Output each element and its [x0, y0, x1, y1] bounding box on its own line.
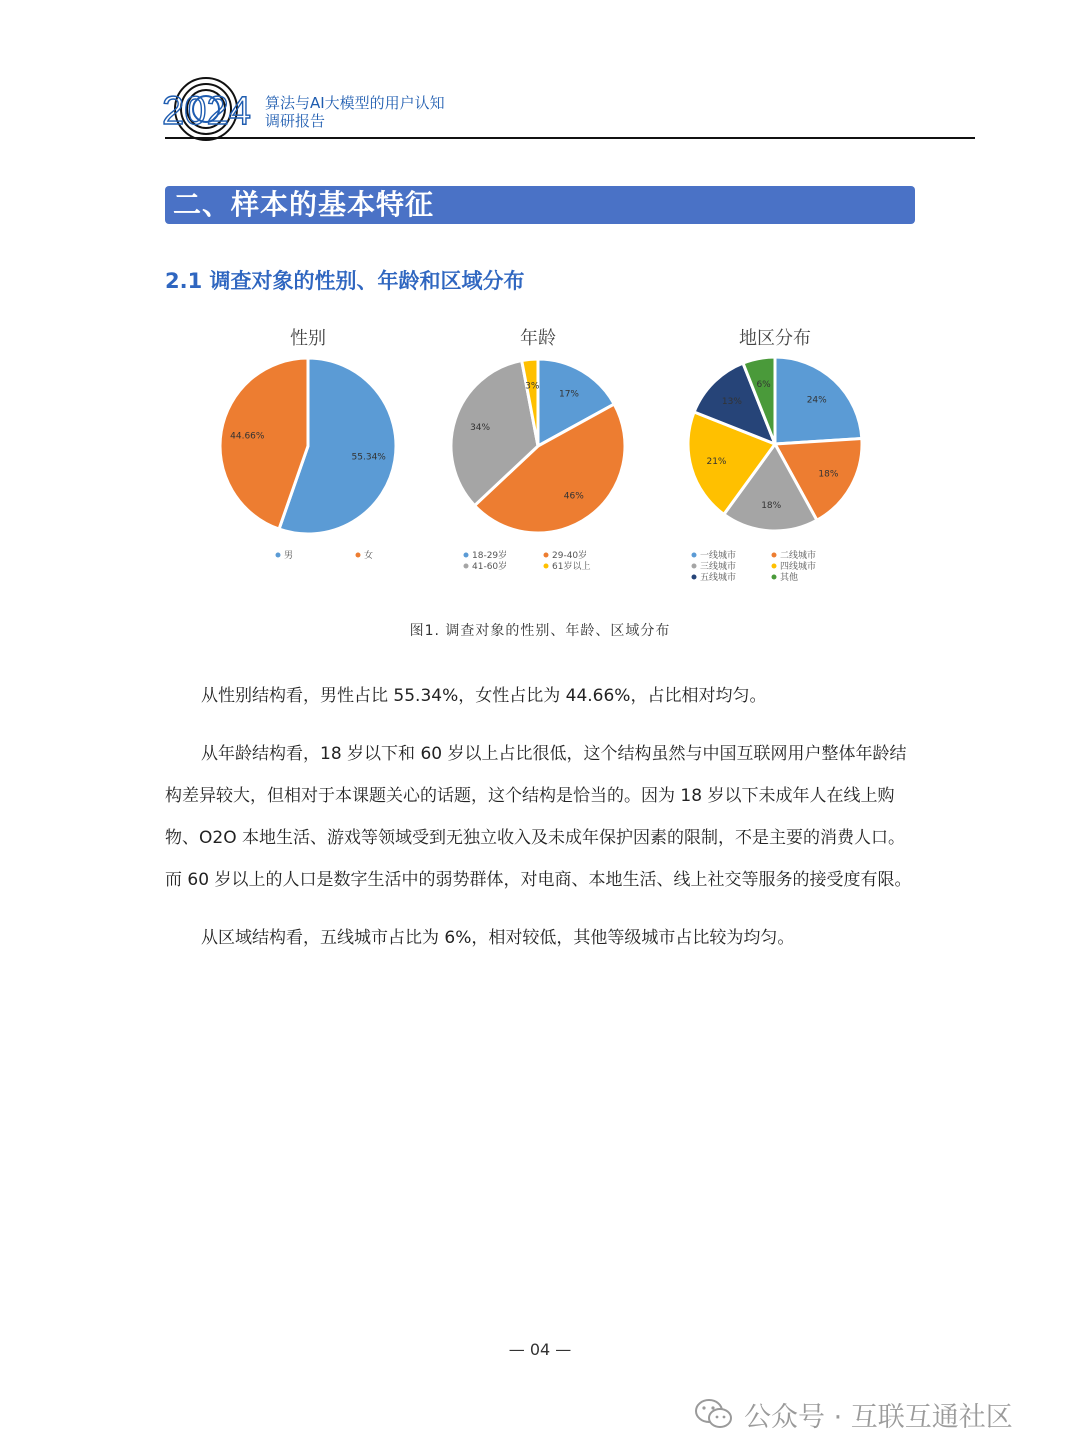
charts-figure — [218, 322, 864, 594]
legend-label-3-3: 三线城市 — [700, 562, 737, 572]
pie-data-label-3-6: 6% — [756, 380, 771, 391]
pie-data-label-3-5: 13% — [721, 396, 742, 407]
paragraph-region — [165, 917, 917, 959]
wechat-watermark — [694, 1392, 1013, 1436]
legend-marker-2-3 — [464, 564, 469, 569]
legend-marker-2-2 — [544, 553, 549, 558]
pie-data-label-2-2: 46% — [563, 491, 584, 502]
pie-chart-2 — [451, 327, 625, 572]
legend-marker-3-1 — [692, 553, 697, 558]
report-title-line2: 调研报告 — [265, 112, 326, 130]
pie-charts — [218, 322, 864, 594]
watermark-text: 公众号 · 互联互通社区 — [744, 1401, 1013, 1433]
pie-data-label-3-3: 18% — [761, 500, 782, 511]
paragraph-gender-text: 从性别结构看，男性占比 55.34%，女性占比为 44.66%，占比相对均匀。 — [201, 686, 767, 706]
legend-label-3-6: 其他 — [780, 573, 799, 583]
legend-label-1-2: 女 — [364, 551, 374, 561]
paragraph-age — [165, 733, 917, 901]
legend-marker-2-1 — [464, 553, 469, 558]
legend-marker-3-4 — [772, 564, 777, 569]
pie-data-label-1-1: 55.34% — [351, 452, 386, 463]
page-number: — 04 — — [508, 1340, 572, 1359]
legend-label-2-1: 18-29岁 — [472, 551, 508, 561]
paragraph-gender — [165, 675, 917, 717]
legend-label-2-2: 29-40岁 — [552, 551, 588, 561]
pie-data-label-3-1: 24% — [806, 395, 827, 406]
paragraph-region-text: 从区域结构看，五线城市占比为 6%，相对较低，其他等级城市占比较为均匀。 — [201, 928, 795, 948]
pie-data-label-2-4: 3% — [525, 381, 540, 392]
report-logo — [160, 74, 270, 144]
figure-caption: 图1. 调查对象的性别、年龄、区域分布 — [409, 623, 671, 639]
pie-data-label-3-2: 18% — [818, 469, 839, 480]
pie-data-label-2-1: 17% — [558, 389, 580, 400]
legend-label-2-4: 61岁以上 — [552, 562, 591, 572]
legend-marker-3-5 — [692, 575, 697, 580]
section-banner — [165, 186, 915, 224]
pie-title: 性别 — [290, 328, 326, 349]
pie-title: 年龄 — [520, 328, 556, 349]
report-title-line1: 算法与AI大模型的用户认知 — [265, 94, 445, 112]
logo-year: 2024 — [162, 89, 251, 133]
legend-marker-3-3 — [692, 564, 697, 569]
subsection-title: 2.1 调查对象的性别、年龄和区域分布 — [165, 269, 525, 293]
pie-data-label-3-4: 21% — [706, 457, 727, 467]
pie-data-label-2-3: 34% — [470, 423, 491, 434]
section-title: 二、样本的基本特征 — [173, 188, 435, 221]
legend-label-2-3: 41-60岁 — [472, 562, 508, 572]
legend-label-3-5: 五线城市 — [700, 573, 737, 583]
legend-marker-3-2 — [772, 553, 777, 558]
legend-marker-2-4 — [544, 564, 549, 569]
pie-data-label-1-2: 44.66% — [230, 431, 265, 442]
pie-chart-3 — [688, 328, 862, 583]
pie-chart-1 — [220, 328, 396, 561]
wechat-icon — [694, 1397, 734, 1431]
legend-marker-1-1 — [276, 553, 281, 558]
legend-label-3-1: 一线城市 — [700, 551, 737, 561]
paragraph-age-text: 从年龄结构看，18 岁以下和 60 岁以上占比很低，这个结构虽然与中国互联网用户整体年龄结构差异较大，但相对于本课题关心的话题，这个结构是恰当的。因为 18 岁以下未成年人在线上购物、O2O 本地生活、游戏等领域受到无独立收入及未成年保护因素的限制，不是主要的消费人口。而 60 岁以上的人口是数字生活中的弱势群体，对电商、本地生活、线上社交等服务的接受度有限。 — [165, 744, 912, 890]
report-title — [265, 94, 445, 130]
legend-label-3-2: 二线城市 — [780, 551, 817, 561]
legend-marker-1-2 — [356, 553, 361, 558]
legend-label-3-4: 四线城市 — [780, 562, 817, 572]
pie-title: 地区分布 — [739, 328, 811, 349]
legend-label-1-1: 男 — [284, 551, 294, 561]
header-divider — [165, 137, 975, 139]
legend-marker-3-6 — [772, 575, 777, 580]
